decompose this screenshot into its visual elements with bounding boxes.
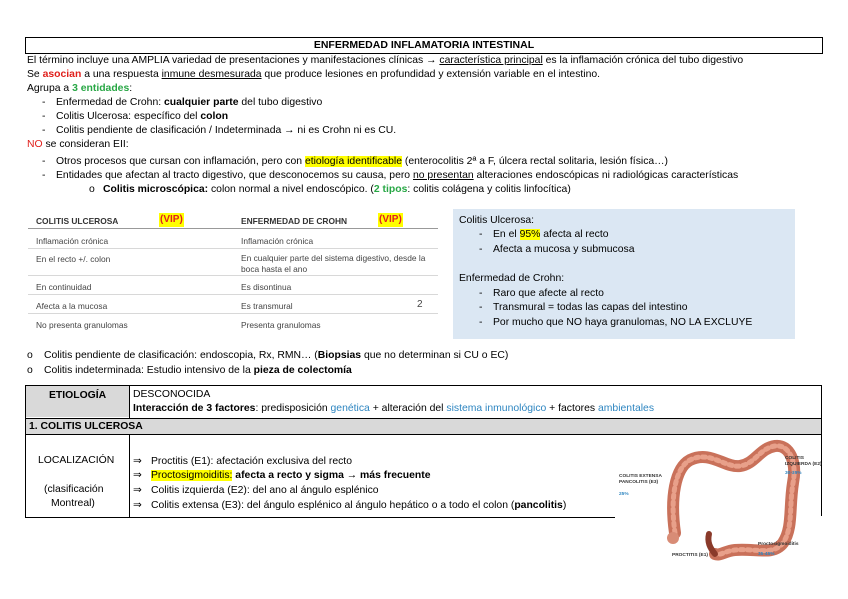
not-eii-item: - Entidades que afectan al tracto digestivo, que desconocemos su causa, pero no presentan alteraciones endoscópicas ni radiológicas características — [42, 170, 739, 181]
entity-text: del tubo digestivo — [238, 97, 323, 108]
table-cell: En el recto +/. colon — [36, 254, 111, 264]
other-text: que no determinan si CU o EC) — [361, 350, 509, 361]
summary-text: Raro que afecte al recto — [493, 288, 604, 299]
vip-badge: (VIP) — [379, 214, 402, 225]
entity-text: Colitis Ulcerosa: específico del — [56, 111, 201, 122]
cu-section-header: 1. COLITIS ULCEROSA — [29, 421, 143, 432]
summary-text: En el — [493, 229, 520, 240]
microscopic-text: : colitis colágena y colitis linfocítica) — [407, 184, 571, 195]
location-text: Colitis izquierda (E2): del ano al ángulo esplénico — [151, 485, 379, 496]
microscopic-text: colon normal a nivel endoscópico. ( — [208, 184, 374, 195]
extensa-label: COLITIS EXTENSA — [619, 474, 662, 479]
ec-summary-title: Enfermedad de Crohn: — [459, 273, 565, 284]
cu-summary-title: Colitis Ulcerosa: — [459, 215, 535, 226]
entity-bold: colon — [200, 111, 229, 122]
table-cell: Inflamación crónica — [241, 236, 314, 246]
vip-badge: (VIP) — [160, 214, 183, 225]
classification-label: (clasificación — [44, 484, 104, 495]
table-cell: Es disontinua — [241, 282, 292, 292]
indeterminate-colitis-line: o Colitis indeterminada: Estudio intensivo de la pieza de colectomía — [27, 365, 352, 376]
etiologia-highlight: etiología identificable — [304, 156, 402, 167]
etiology-label: ETIOLOGÍA — [49, 390, 107, 401]
location-text: ) — [562, 500, 567, 511]
summary-text: Transmural = todas las capas del intestino — [493, 302, 688, 313]
ec-summary-item: - Por mucho que NO haya granulomas, NO LA EXCLUYE — [479, 317, 753, 328]
etiology-factors — [133, 402, 654, 416]
crohn-column-header: ENFERMEDAD DE CROHN — [241, 216, 348, 226]
page-number: 2 — [417, 299, 423, 310]
arrow-icon: ⇒ — [133, 485, 142, 496]
percent-highlight: 95% — [519, 229, 541, 240]
cu-column-header: COLITIS ULCEROSA — [36, 216, 119, 226]
table-cell: En continuidad — [36, 282, 92, 292]
table-cell: Es transmural — [241, 301, 293, 311]
classification-label: Montreal) — [51, 498, 95, 509]
proctitis-label: PROCTITIS (E1) — [672, 553, 708, 558]
ec-summary-item: - Transmural = todas las capas del intestino — [479, 302, 688, 313]
proctosigmoiditis-highlight: Proctosigmoiditis: — [151, 470, 233, 481]
summary-text: afecta al recto — [540, 229, 609, 240]
not-eii-text: Otros procesos que cursan con inflamación, pero con — [56, 156, 305, 167]
factors-bold: Interacción de 3 factores — [133, 403, 256, 414]
proctosigmoiditis-percent: 35-45% — [758, 552, 775, 557]
table-cell: Inflamación crónica — [36, 236, 109, 246]
location-text: Colitis extensa (E3): del ángulo esplénico al ángulo hepático o a todo el colon ( — [151, 500, 515, 511]
etiology-unknown: DESCONOCIDA — [133, 389, 211, 400]
intro-text: Agrupa a — [27, 83, 73, 94]
pancolitis: pancolitis — [514, 500, 563, 511]
intro-key-phrase: característica principal — [439, 55, 543, 66]
entities-count: 3 entidades — [72, 83, 130, 94]
document-title: ENFERMEDAD INFLAMATORIA INTESTINAL — [25, 37, 823, 54]
intro-text: : — [129, 83, 133, 94]
intro-text: Se — [27, 69, 43, 80]
factors-text: : predisposición — [255, 403, 331, 414]
colon-illustration — [615, 438, 825, 563]
izquierda-label: IZQUIERDA (E2) — [785, 462, 822, 467]
intro-text: El término incluye una AMPLIA variedad de presentaciones y manifestaciones clínicas → — [27, 55, 440, 66]
location-text: afecta a recto y sigma → más frecuente — [232, 470, 431, 481]
not-eii-item: - Otros procesos que cursan con inflamación, pero con etiología identificable (enterocolitis 2ª a F, úlcera rectal solitaria, lesión física…) — [42, 156, 669, 167]
entity-bold: cualquier parte — [164, 97, 239, 108]
summary-text: Afecta a mucosa y submucosa — [493, 244, 635, 255]
two-types: 2 tipos — [373, 184, 408, 195]
location-label: LOCALIZACIÓN — [38, 455, 115, 466]
entity-item: - Colitis Ulcerosa: específico del colon — [42, 111, 229, 122]
table-cell: En cualquier parte del sistema digestivo, desde la boca hasta el ano — [241, 253, 426, 274]
comparison-table — [28, 206, 438, 339]
izquierda-label: COLITIS — [785, 456, 804, 461]
izquierda-percent: 30-35% — [785, 471, 802, 476]
intro-line-2 — [27, 68, 600, 82]
arrow-icon: ⇒ — [133, 470, 142, 481]
no-label: NO — [27, 139, 43, 150]
not-eii-heading — [27, 138, 129, 152]
intro-text: a una respuesta — [81, 69, 162, 80]
location-item — [133, 455, 352, 469]
other-text: Colitis indeterminada: Estudio intensivo de la — [44, 365, 254, 376]
cu-section-header-bg — [26, 419, 821, 434]
arrow-icon: ⇒ — [133, 500, 142, 511]
ec-summary-item: - Raro que afecte al recto — [479, 288, 604, 299]
table-cell: No presenta granulomas — [36, 320, 128, 330]
sub-bullet: o — [89, 184, 95, 195]
not-eii-text: alteraciones endoscópicas ni radiológicas características — [473, 170, 739, 181]
no-presentan: no presentan — [412, 170, 474, 181]
table-cell: Afecta a la mucosa — [36, 301, 108, 311]
intro-asocian: asocian — [42, 69, 82, 80]
entity-text: Enfermedad de Crohn: — [56, 97, 165, 108]
intro-line-3 — [27, 82, 132, 96]
entity-item: - Colitis pendiente de clasificación / Indeterminada → ni es Crohn ni es CU. — [42, 125, 397, 136]
cu-summary-item: - Afecta a mucosa y submucosa — [479, 244, 635, 255]
biopsias: Biopsias — [317, 350, 362, 361]
factors-text: + alteración del — [369, 403, 447, 414]
not-eii-text: (enterocolitis 2ª a F, úlcera rectal solitaria, lesión física…) — [402, 156, 669, 167]
summary-text: Por mucho que NO haya granulomas, NO LA EXCLUYE — [493, 317, 753, 328]
microscopic-colitis-label: Colitis microscópica: — [103, 184, 209, 195]
location-item — [133, 484, 379, 498]
summary-box — [453, 209, 795, 339]
not-eii-text: Entidades que afectan al tracto digestivo, que desconocemos su causa, pero — [56, 170, 413, 181]
entity-item: - Enfermedad de Crohn: cualquier parte del tubo digestivo — [42, 97, 323, 108]
location-item — [133, 499, 566, 513]
intro-line-1 — [27, 54, 743, 68]
arrow-icon: ⇒ — [133, 456, 142, 467]
proctosigmoiditis-label: Proctosigmoiditis — [758, 542, 799, 547]
factor-immune: sistema inmunológico — [446, 403, 547, 414]
cu-summary-item: - En el 95% afecta al recto — [479, 229, 609, 240]
factor-environment: ambientales — [598, 403, 655, 414]
location-item — [133, 469, 431, 483]
extensa-label: PANCOLITIS (E3) — [619, 480, 659, 485]
intro-text: es la inflamación crónica del tubo digestivo — [542, 55, 744, 66]
extensa-percent: 25% — [619, 492, 629, 497]
microscopic-colitis-item — [89, 183, 571, 197]
colectomia: pieza de colectomía — [253, 365, 352, 376]
table-cell: Presenta granulomas — [241, 320, 321, 330]
not-eii-text: se consideran EII: — [42, 139, 129, 150]
entity-text: Colitis pendiente de clasificación / Indeterminada → ni es Crohn ni es CU. — [56, 125, 397, 136]
pending-colitis-line: o Colitis pendiente de clasificación: endoscopia, Rx, RMN… (Biopsias que no determinan si CU o EC) — [27, 350, 509, 361]
factor-genetic: genética — [330, 403, 370, 414]
intro-text: que produce lesiones en profundidad y extensión variable en el intestino. — [261, 69, 601, 80]
intro-inmune: inmune desmesurada — [161, 69, 262, 80]
other-text: Colitis pendiente de clasificación: endoscopia, Rx, RMN… ( — [44, 350, 318, 361]
location-text: Proctitis (E1): afectación exclusiva del recto — [151, 456, 352, 467]
factors-text: + factores — [546, 403, 598, 414]
